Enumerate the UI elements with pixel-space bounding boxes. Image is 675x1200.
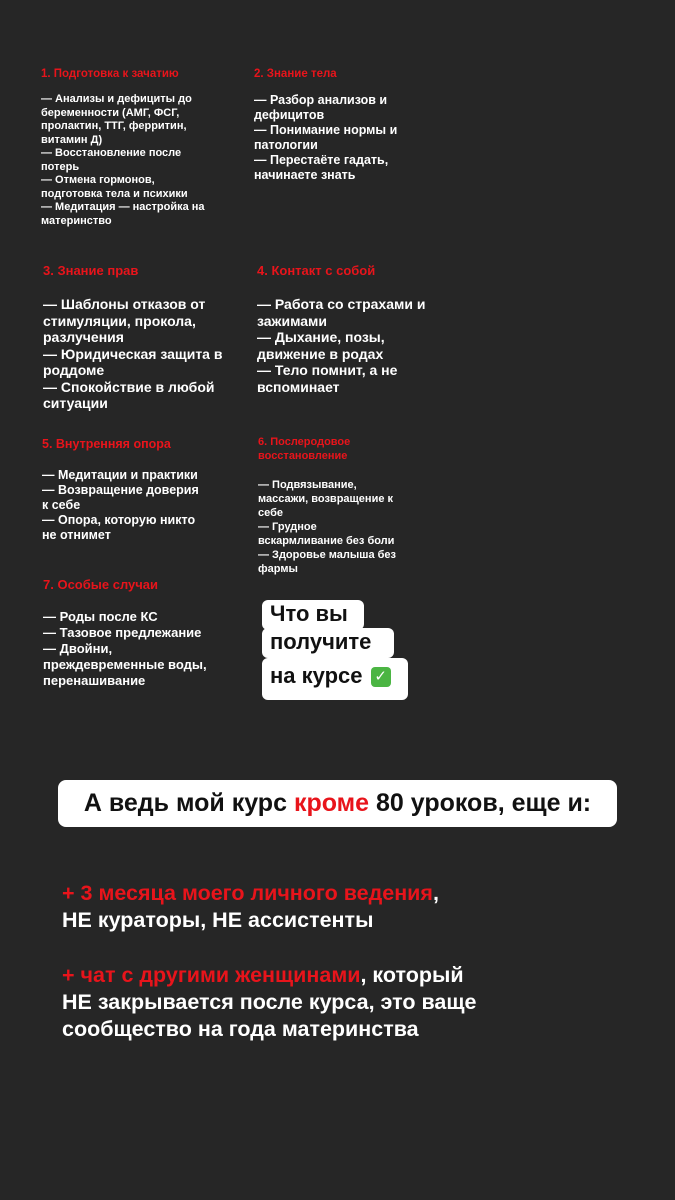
bonus-line: НЕ закрывается после курса, это ваще: [62, 990, 477, 1014]
sticker-line-last: [262, 658, 408, 700]
banner-text-after: 80 уроков, еще и:: [369, 789, 592, 817]
list-item: зажимами: [257, 312, 328, 329]
list-item: — Тазовое предлежание: [43, 625, 202, 640]
list-item: — Тело помнит, а не: [257, 362, 398, 378]
check-mark-icon: ✓: [371, 667, 391, 687]
section-body-knowledge: [254, 68, 444, 183]
list-item: к себе: [42, 498, 81, 512]
bonus-line: сообщество на года материнства: [62, 1017, 419, 1041]
list-item: — Грудное: [258, 521, 317, 533]
section-title: [258, 435, 448, 463]
list-item: разлучения: [43, 329, 124, 345]
list-item: — Шаблоны отказов от: [43, 296, 206, 312]
list-item: — Двойни,: [43, 641, 113, 656]
list-item: преждевременные воды,: [43, 657, 207, 672]
section-preparation: [41, 68, 241, 228]
list-item: пролактин, ТТГ, ферритин,: [41, 120, 187, 132]
list-item: — Возвращение доверия: [42, 483, 199, 497]
section-lines: [254, 93, 444, 183]
section-self-contact: [257, 263, 467, 395]
bonus-tail: ,: [432, 881, 439, 905]
list-item: — Роды после КС: [43, 609, 158, 624]
list-item: патологии: [254, 138, 318, 152]
section-title-line: восстановление: [258, 450, 348, 462]
list-item: материнство: [41, 214, 112, 227]
list-item: — Понимание нормы и: [254, 123, 398, 137]
list-item: — Отмена гормонов,: [41, 174, 155, 186]
bonus-first-line: [62, 962, 476, 989]
section-lines: [258, 478, 448, 576]
sticker-line: получите: [262, 628, 394, 658]
list-item: — Медитации и практики: [42, 468, 198, 482]
section-lines: [257, 296, 467, 395]
list-item: вскармливание без боли: [258, 535, 395, 547]
section-lines: [42, 468, 242, 543]
list-item: ситуации: [43, 395, 108, 411]
list-item: перенашивание: [43, 673, 146, 688]
list-item: стимуляции, прокола,: [43, 312, 196, 329]
section-title: 1. Подготовка к зачатию: [41, 68, 179, 80]
sticker-line-text: на курсе: [270, 663, 363, 688]
list-item: витамин Д): [41, 133, 103, 146]
list-item: — Восстановление после: [41, 147, 182, 159]
list-item: — Разбор анализов и: [254, 93, 388, 107]
list-item: начинаете знать: [254, 168, 356, 182]
section-inner-support: [42, 437, 242, 543]
section-title-line: 6. Послеродовое: [258, 436, 351, 448]
bonus-highlight: + чат с другими женщинами: [62, 963, 361, 987]
list-item: — Юридическая защита в: [43, 345, 223, 362]
list-item: дефицитов: [254, 108, 325, 122]
list-item: — Опора, которую никто: [42, 513, 196, 527]
bonus-tail: , который: [360, 963, 464, 987]
section-title: 4. Контакт с собой: [257, 263, 376, 278]
section-postpartum: [258, 435, 448, 576]
course-banner: [58, 780, 617, 827]
list-item: подготовка тела и психики: [41, 187, 188, 200]
bonus-first-line: [62, 880, 439, 907]
list-item: фармы: [258, 563, 298, 575]
bonus-community-chat: [62, 962, 476, 1043]
section-special-cases: [43, 577, 253, 689]
bonus-highlight: + 3 месяца моего личного ведения: [62, 881, 433, 905]
section-title: 5. Внутренняя опора: [42, 437, 171, 451]
list-item: — Здоровье малыша без: [258, 549, 396, 561]
section-lines: [43, 609, 253, 689]
list-item: — Медитация — настройка на: [41, 201, 205, 213]
list-item: не отнимет: [42, 528, 111, 542]
list-item: роддоме: [43, 362, 105, 378]
section-lines: [43, 296, 253, 412]
list-item: — Анализы и дефициты до: [41, 93, 192, 105]
section-title: 7. Особые случаи: [43, 577, 159, 592]
list-item: себе: [258, 507, 284, 519]
list-item: потерь: [41, 160, 80, 173]
sticker-line: Что вы: [262, 600, 364, 630]
section-lines: [41, 93, 241, 228]
bonus-personal-guidance: [62, 880, 439, 934]
list-item: — Спокойствие в любой: [43, 378, 215, 395]
section-rights: [43, 263, 253, 412]
list-item: — Перестаёте гадать,: [254, 153, 389, 167]
list-item: — Работа со страхами и: [257, 296, 426, 312]
list-item: — Подвязывание,: [258, 479, 357, 491]
list-item: — Дыхание, позы,: [257, 329, 385, 345]
list-item: беременности (АМГ, ФСГ,: [41, 106, 180, 119]
list-item: вспоминает: [257, 378, 340, 395]
section-title: 2. Знание тела: [254, 68, 337, 80]
banner-accent: кроме: [293, 789, 370, 817]
list-item: массажи, возвращение к: [258, 493, 394, 505]
section-title: 3. Знание прав: [43, 263, 139, 278]
bonus-line: НЕ кураторы, НЕ ассистенты: [62, 908, 374, 932]
list-item: движение в родах: [257, 345, 384, 362]
banner-text-before: А ведь мой курс: [83, 789, 294, 817]
